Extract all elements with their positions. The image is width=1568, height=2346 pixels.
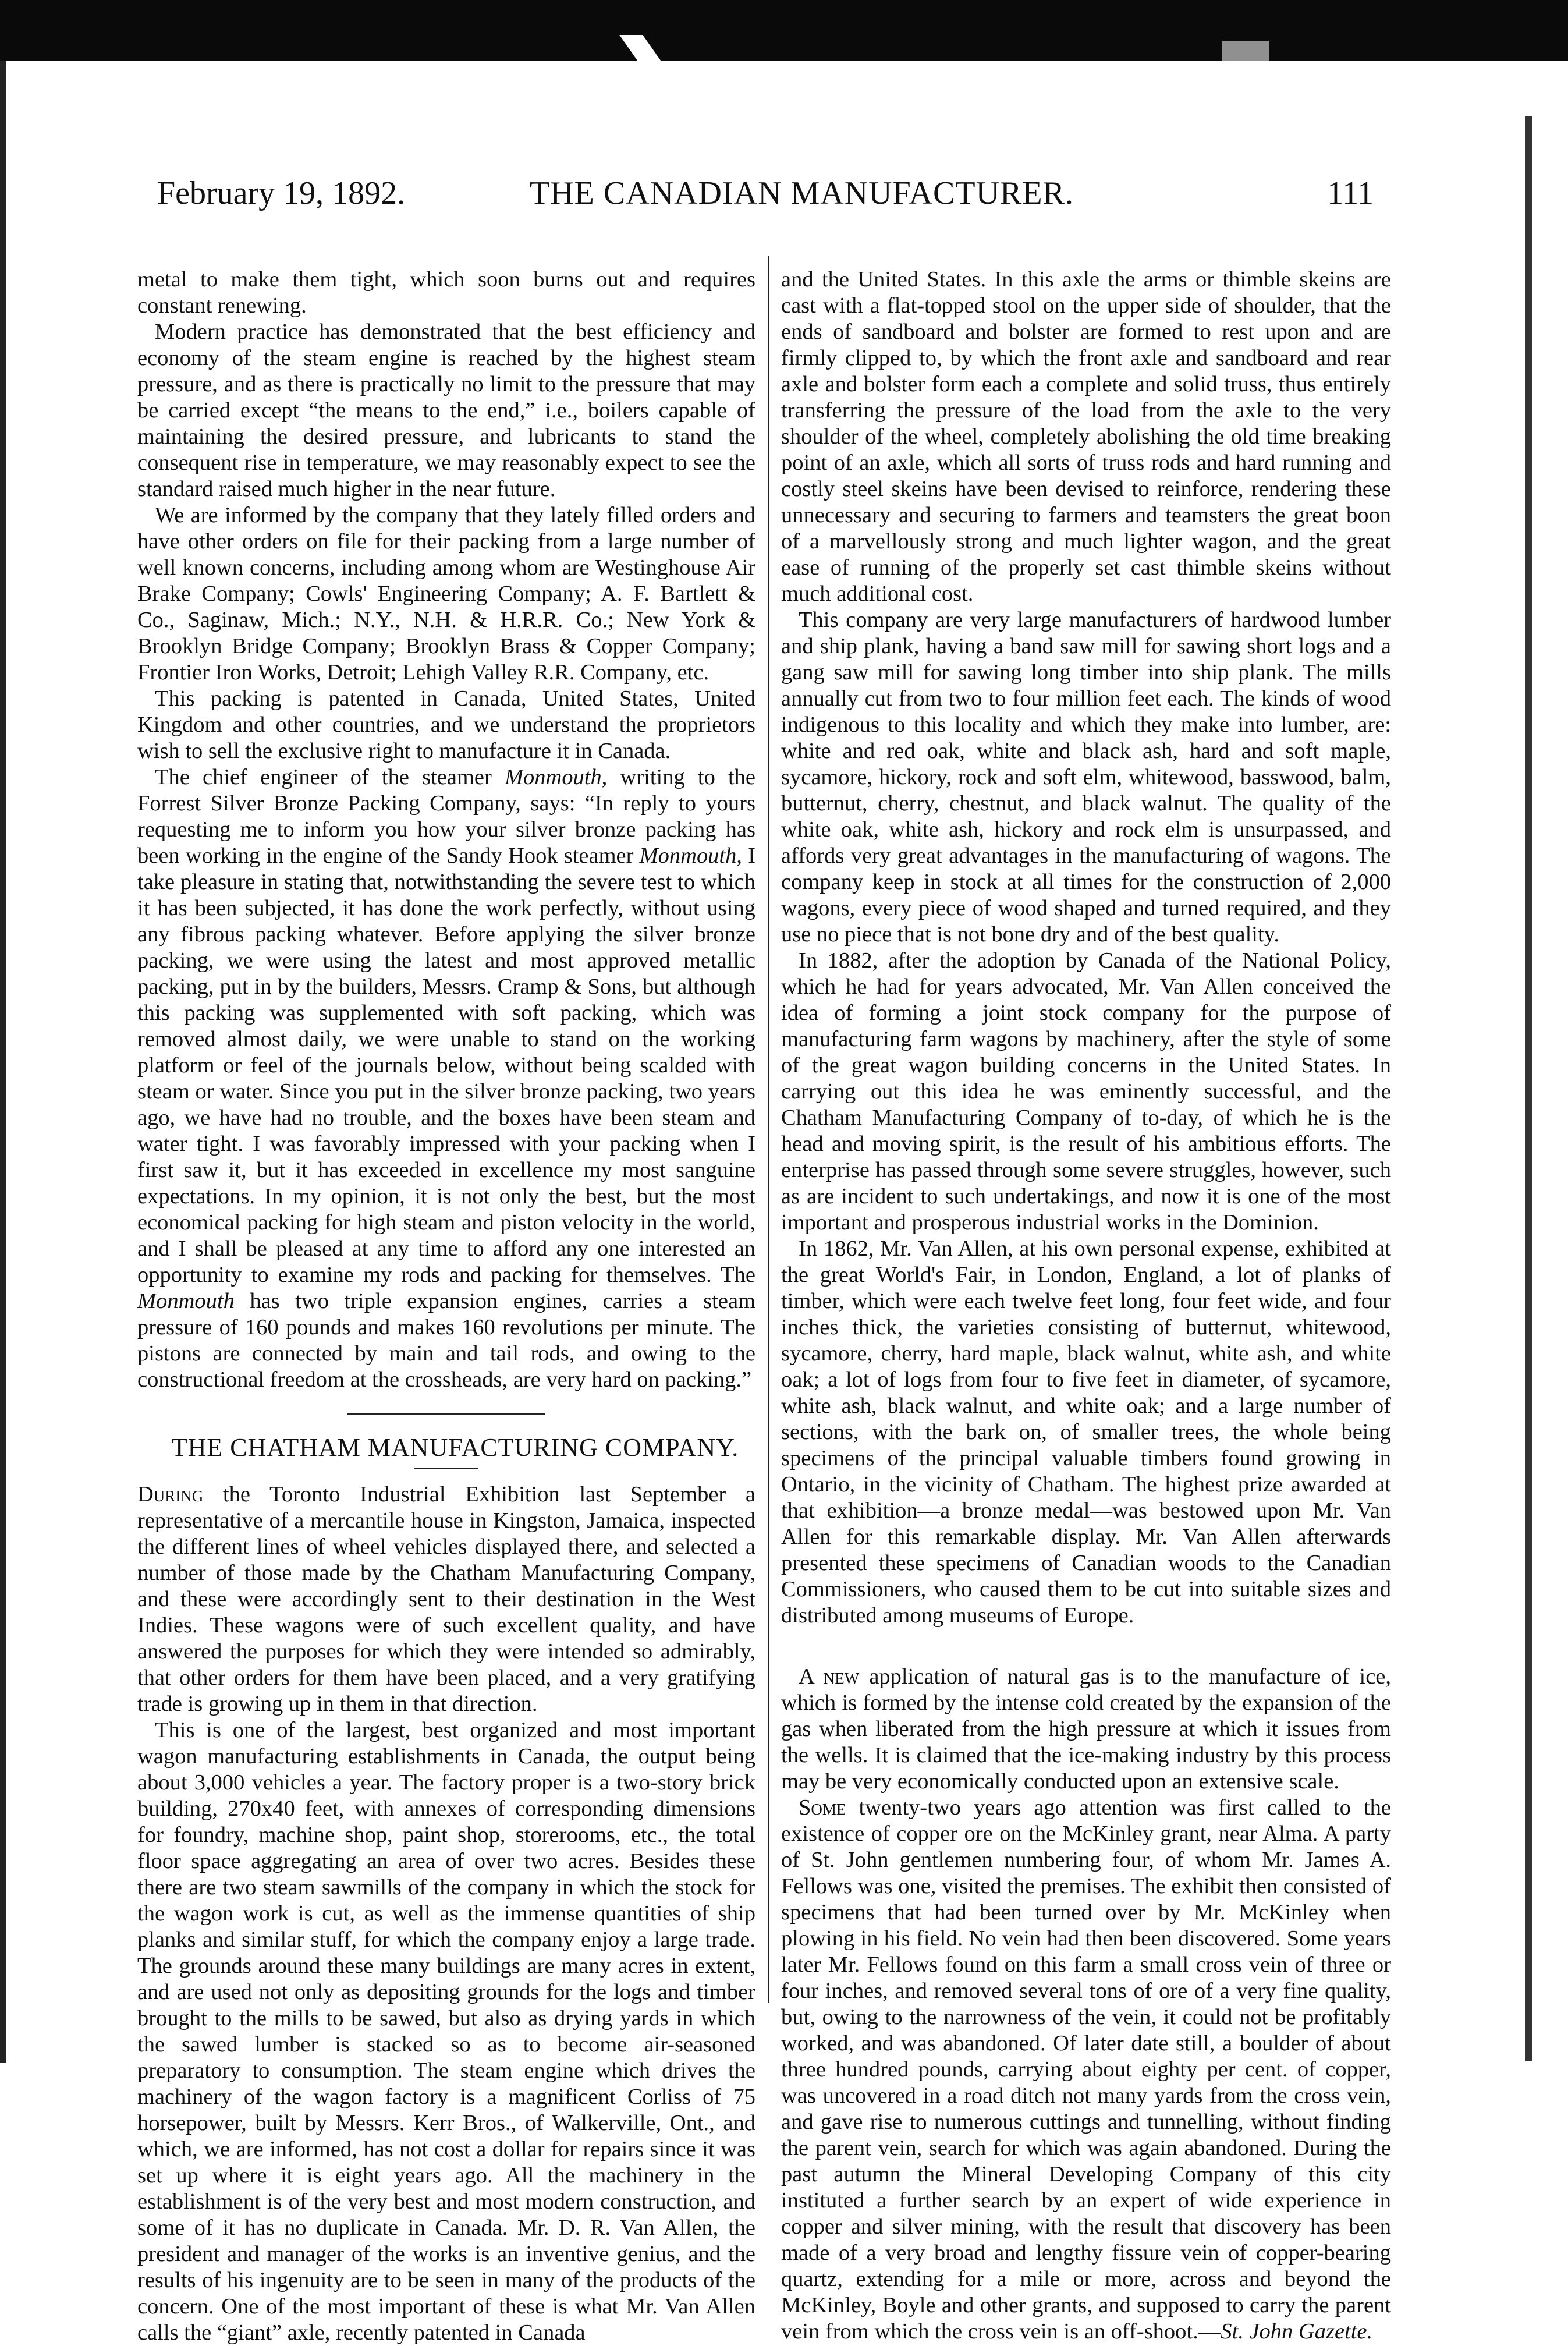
article-heading: THE CHATHAM MANUFACTURING COMPANY. [171, 1433, 739, 1462]
paragraph: In 1862, Mr. Van Allen, at his own personal expense, exhibited at the great World's Fair, in London, England, a lot of planks of timber, which were each twelve feet long, four feet wide, and four inches thick, the varieties consisting of butternut, whitewood, sycamore, cherry, hard maple, black walnut, white ash, and white oak; a lot of logs from four to five feet in diameter, of sycamore, white ash, black walnut, and white oak; and a large number of sections, with the bark on, of smaller trees, the whole being specimens of the principal valuable timbers found growing in Ontario, in the vicinity of Chatham. The highest prize awarded at that exhibition—a bronze medal—was bestowed upon Mr. Van Allen for this remarkable display. Mr. Van Allen afterwards presented these specimens of Canadian woods to the Canadian Commissioners, who caused them to be cut into suitable sizes and distributed among museums of Europe. [781, 1236, 1391, 1628]
publication-title: THE CANADIAN MANUFACTURER. [530, 175, 1074, 211]
page-number: 111 [1327, 175, 1374, 211]
scan-artifact [1222, 41, 1269, 61]
scan-artifact [619, 35, 661, 61]
text-run: application of natural gas is to the manufacture of ice, which is formed by the intense cold created by the expansion of the gas when liberated from the high pressure at which it issues from the wells. It is claimed that the ice-making industry by this process may be very economically conducted upon an extensive scale. [781, 1664, 1392, 1794]
text-run: twenty-two years ago attention was first called to the existence of copper ore on the McKinley grant, near Alma. A party of St. John gentlemen numbering four, of whom Mr. James A. Fellows was one, visited the premises. The exhibit then consisted of specimens that had been turned over by Mr. McKinley when plowing in his field. No vein had then been discovered. Some years later Mr. Fellows found on this farm a small cross vein of three or four inches, and removed several tons of ore of a very fine quality, but, owing to the narrowness of the vein, it could not be profitably worked, and was abandoned. Of later date still, a boulder of about three hundred pounds, carrying about eighty per cent. of copper, was uncovered in a road ditch not many yards from the cross vein, and gave rise to numerous cuttings and tunnelling, without finding the parent vein, search for which was again abandoned. During the past autumn the Mineral Developing Company of this city instituted a further search by an expert of wide experience in copper and silver mining, with the result that discovery has been made of a very broad and lengthy fissure vein of copper-bearing quartz, extending for a mile or more, across and beyond the McKinley, Boyle and other grants, and supposed to carry the parent vein from which the cross vein is an off-shoot.— [781, 1795, 1391, 2344]
paragraph: In 1882, after the adoption by Canada of the National Policy, which he had for years advocated, Mr. Van Allen conceived the idea of forming a joint stock company for the purpose of manufacturing farm wagons by machinery, after the style of some of the great wagon building concerns in the United States. In carrying out this idea he was eminently successful, and the Chatham Manufacturing Company of to-day, of which he is the head and moving spirit, is the result of his ambitious efforts. The enterprise has passed through some severe struggles, however, such as are incident to such undertakings, and now it is one of the most important and prosperous industrial works in the Dominion. [781, 948, 1391, 1235]
right-column [781, 267, 1391, 2345]
paragraph: This company are very large manufacturers of hardwood lumber and ship plank, having a band saw mill for sawing short logs and a gang saw mill for sawing long timber into ship plank. The mills annually cut from two to four million feet each. The kinds of wood indigenous to this locality and which they make into lumber, are: white and red oak, white and black ash, hard and soft maple, sycamore, hickory, rock and soft elm, whitewood, basswood, balm, butternut, cherry, chestnut, and black walnut. The quality of the white oak, white ash, hickory and rock elm is unsurpassed, and affords very great advantages in the manufacturing of wagons. The company keep in stock at all times for the construction of 2,000 wagons, every piece of wood shaped and turned required, and they use no piece that is not bone dry and of the best quality. [781, 608, 1391, 947]
paragraph [781, 1795, 1391, 2345]
text-run: , writing to the Forrest Silver Bronze Packing Company, says: “In reply to yours requesting me to inform you how your silver bronze packing has been working in the engine of the Sandy Hook steamer [137, 765, 755, 868]
lead-word: Some [799, 1795, 846, 1820]
paragraph: This is one of the largest, best organized and most important wagon manufacturing establishments in Canada, the output being about 3,000 vehicles a year. The factory proper is a two-story brick building, 270x40 feet, with annexes of corresponding dimensions for foundry, machine shop, paint shop, storerooms, etc., the total floor space aggregating an area of over two acres. Besides these there are two steam sawmills of the company in which the stock for the wagon work is cut, as well as the immense quantities of ship planks and similar stuff, for which the company enjoy a large trade. The grounds around these many buildings are many acres in extent, and are used not only as depositing grounds for the logs and timber brought to the mills to be sawed, but also as drying yards in which the sawed lumber is stacked so as to become air-seasoned preparatory to consumption. The steam engine which drives the machinery of the wagon factory is a magnificent Corliss of 75 horsepower, built by Messrs. Kerr Bros., of Walkerville, Ont., and which, we are informed, has not cost a dollar for repairs since it was set up where it is eight years ago. All the machinery in the establishment is of the very best and most modern construction, and some of it has no duplicate in Canada. Mr. D. R. Van Allen, the president and manager of the works is an inventive genius, and the results of his ingenuity are to be seen in many of the products of the concern. One of the most important of these is what Mr. Van Allen calls the “giant” axle, recently patented in Canada [137, 1718, 755, 2345]
section-rule [347, 1413, 545, 1415]
paragraph [781, 1664, 1391, 1795]
section-gap [781, 1629, 1391, 1664]
paragraph: We are informed by the company that they lately filled orders and have other orders on file for their packing from a large number of well known concerns, including among whom are Westinghouse Air Brake Company; Cowls' Engineering Company; A. F. Bartlett & Co., Saginaw, Mich.; N.Y., N.H. & H.R.R. Co.; New York & Brooklyn Bridge Company; Brooklyn Brass & Copper Company; Frontier Iron Works, Detroit; Lehigh Valley R.R. Company, etc. [137, 503, 755, 685]
text-run: The chief engineer of the steamer [155, 765, 505, 789]
ship-name: Monmouth [137, 1289, 235, 1313]
paragraph: This packing is patented in Canada, United States, United Kingdom and other countries, and we understand the proprietors wish to sell the exclusive right to manufacture it in Canada. [137, 686, 755, 763]
page-header [146, 175, 1374, 221]
paragraph [137, 1482, 755, 1717]
paragraph: and the United States. In this axle the arms or thimble skeins are cast with a flat-topped stool on the upper side of shoulder, that the ends of sandboard and bolster are formed to rest upon and are firmly clipped to, by which the front axle and sandboard and rear axle and bolster form each a complete and solid truss, thus entirely transferring the pressure of the load from the axle to the very shoulder of the wheel, completely abolishing the old time breaking point of an axle, which all sorts of truss rods and hard running and costly steel skeins have been devised to reinforce, rendering these unnecessary and securing to farmers and teamsters the great boon of a marvellously strong and much lighter wagon, and the great ease of running of the properly set cast thimble skeins without much additional cost. [781, 267, 1391, 606]
scan-left-border [0, 61, 6, 2063]
left-column [137, 267, 755, 2346]
paragraph [137, 764, 755, 1393]
issue-date: February 19, 1892. [157, 175, 406, 211]
paragraph: metal to make them tight, which soon burns out and requires constant renewing. [137, 267, 755, 318]
scan-top-border [0, 0, 1568, 61]
text-run: the Toronto Industrial Exhibition last September a representative of a mercantile house in Kingston, Jamaica, inspected the different lines of wheel vehicles displayed there, and selected a number of those made by the Chatham Manufacturing Company, and these were accordingly sent to their destination in the West Indies. These wagons were of such excellent quality, and have answered the purposes for which they were intended so admirably, that other orders for them have been placed, and a very gratifying trade is growing up in them in that direction. [137, 1482, 755, 1716]
ship-name: Monmouth [639, 844, 737, 868]
text-run: has two triple expansion engines, carries a steam pressure of 160 pounds and makes 160 revolutions per minute. The pistons are connected by main and tail rods, and owing to the constructional freedom at the crossheads, are very hard on packing.” [137, 1289, 755, 1392]
source-citation: St. John Gazette. [1221, 2319, 1373, 2344]
paragraph: Modern practice has demonstrated that the best efficiency and economy of the steam engine is reached by the highest steam pressure, and as there is practically no limit to the pressure that may be carried except “the means to the end,” i.e., boilers capable of maintaining the desired pressure, and lubricants to stand the consequent rise in temperature, we may reasonably expect to see the standard raised much higher in the near future. [137, 320, 755, 501]
heading-rule [414, 1468, 478, 1469]
ship-name: Monmouth [504, 765, 602, 789]
lead-word: During [137, 1482, 204, 1507]
column-divider [768, 256, 769, 2003]
lead-word: A new [799, 1664, 860, 1689]
text-run: , I take pleasure in stating that, notwithstanding the severe test to which it has been subjected, it has done the work perfectly, without using any fibrous packing whatever. Before applying the silver bronze packing, we were using the latest and most approved metallic packing, put in by the builders, Messrs. Cramp & Sons, but although this packing was supplemented with soft packing, which was removed almost daily, we were unable to stand on the working platform or feel of the journals below, without being scalded with steam or water. Since you put in the silver bronze packing, two years ago, we have had no trouble, and the boxes have been steam and water tight. I was favorably impressed with your packing when I first saw it, but it has exceeded in excellence my most sanguine expectations. In my opinion, it is not only the best, but the most economical packing for high steam and piston velocity in the world, and I shall be pleased at any time to afford any one interested an opportunity to examine my rods and packing for themselves. The [137, 844, 755, 1287]
scan-right-border [1525, 116, 1532, 2061]
